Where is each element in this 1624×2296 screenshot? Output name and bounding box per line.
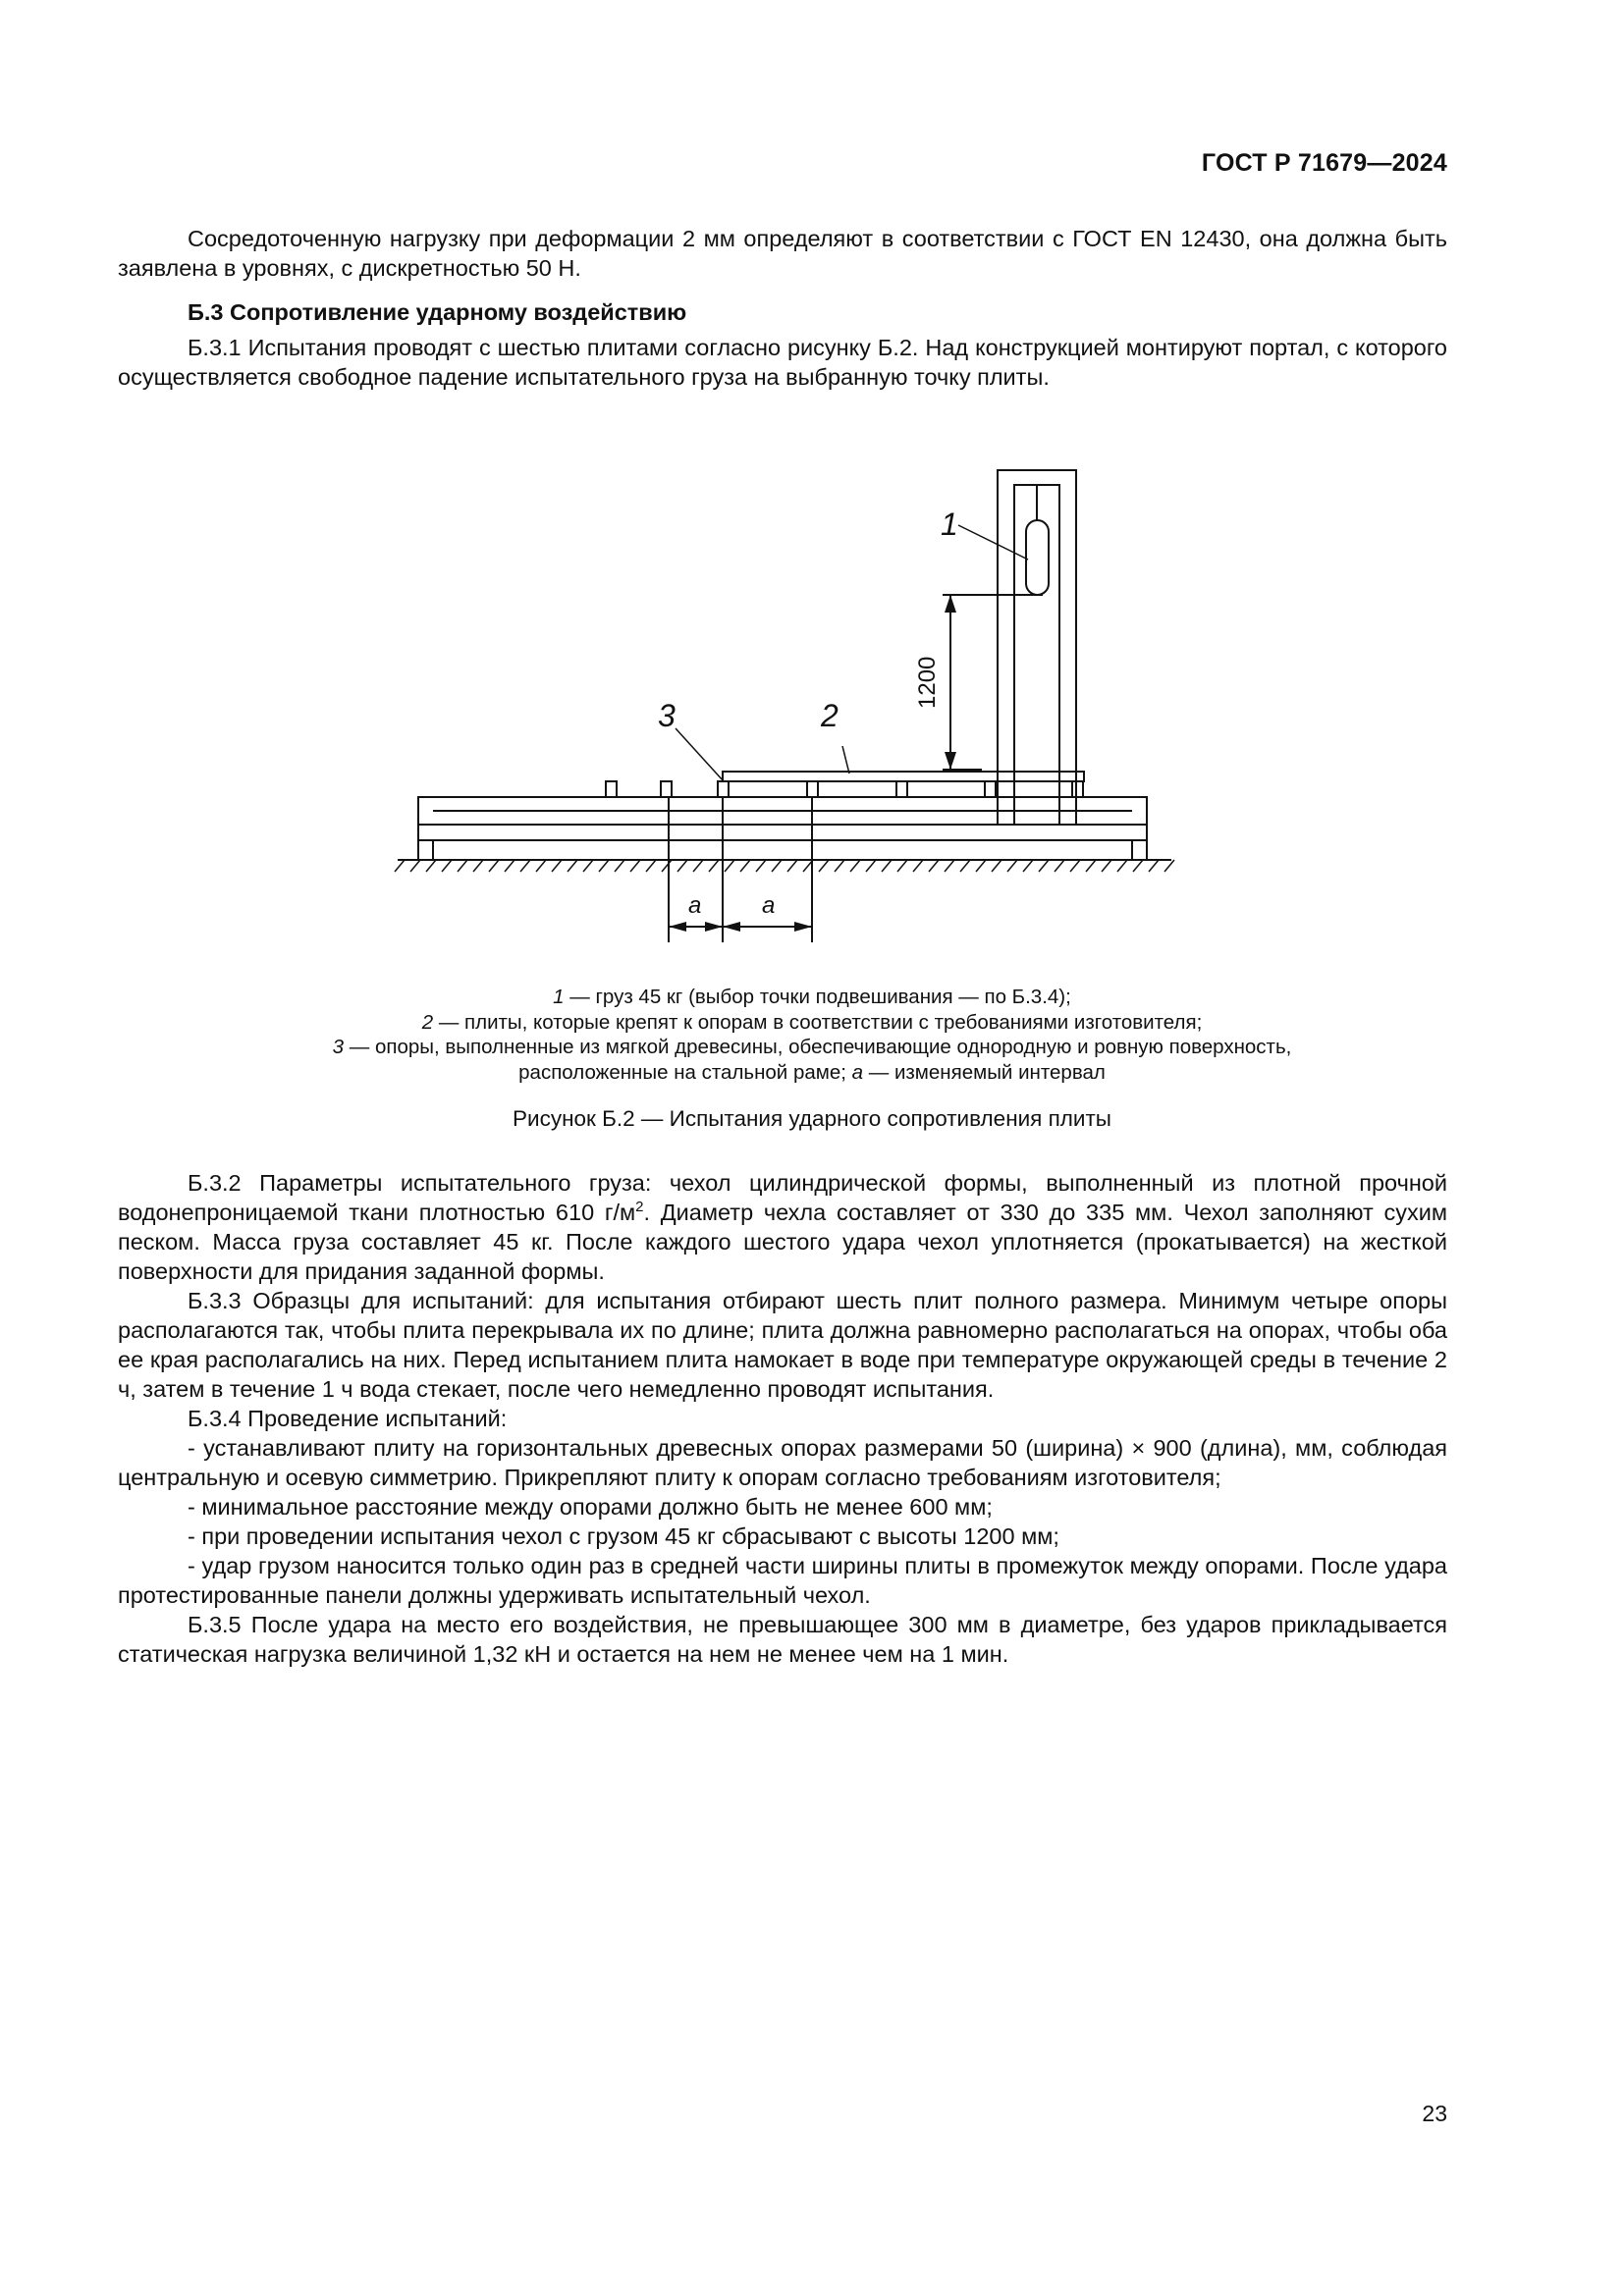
figure-caption: Рисунок Б.2 — Испытания ударного сопротивления плиты <box>513 1106 1111 1131</box>
paragraph-b33: Б.3.3 Образцы для испытаний: для испытания отбирают шесть плит полного размера. Минимум четыре опоры располагаются так, чтобы плита перекрывала их по длине; плита должна равномерно располагаться на опорах, чтобы оба ее края располагались на них. Перед испытанием плита намокает в воде при температуре окружающей среды в течение 2 ч, затем в течение 1 ч вода стекает, после чего немедленно проводят испытания. <box>118 1288 1447 1402</box>
document-header: ГОСТ Р 71679—2024 <box>1201 149 1447 177</box>
paragraph-b34: Б.3.4 Проведение испытаний: <box>188 1406 508 1431</box>
list-item-3: - при проведении испытания чехол с грузом 45 кг сбрасывают с высоты 1200 мм; <box>188 1523 1059 1549</box>
intro-paragraph: Сосредоточенную нагрузку при деформации 2 мм определяют в соответствии с ГОСТ EN 12430, она должна быть заявлена в уровнях, с дискретностью 50 Н. <box>118 226 1447 281</box>
test-plate <box>723 772 1084 781</box>
interval-label-1: a <box>688 892 702 919</box>
wood-support-2 <box>661 781 672 797</box>
wood-support-7 <box>1072 781 1083 797</box>
list-item-1: - устанавливают плиту на горизонтальных древесных опорах размерами 50 (ширина) × 900 (длина), мм, соблюдая центральную и осевую симметрию. Прикрепляют плиту к опорам согласно требованиям изготовителя; <box>118 1435 1447 1490</box>
label-1: 1 <box>941 507 958 542</box>
label-2: 2 <box>821 698 839 733</box>
figure-impact-test <box>393 461 1178 952</box>
portal-frame-inner <box>1014 485 1059 825</box>
legend-item-2: 2 — плиты, которые крепят к опорам в соответствии с требованиями изготовителя; <box>421 1010 1203 1034</box>
paragraph-b35: Б.3.5 После удара на место его воздействия, не превышающее 300 мм в диаметре, без ударов прикладывается статическая нагрузка величиной 1,32 кН и остается на нем не менее чем на 1 мин. <box>118 1612 1447 1667</box>
wood-support-6 <box>985 781 996 797</box>
paragraph-b32: Б.3.2 Параметры испытательного груза: чехол цилиндрической формы, выполненный из плотной прочной водонепроницаемой ткани плотностью 610 $г/м^2$. Диаметр чехла составляет от 330 до 335 мм. Чехол заполняют сухим песком. Масса груза составляет 45 кг. После каждого шестого удара чехол уплотняется (прокатывается) на жесткой поверхности для придания заданной формы. <box>118 1170 1447 1284</box>
legend-item-3-cont: расположенные на стальной раме; a — изменяемый интервал <box>518 1060 1106 1084</box>
body-block <box>118 1168 1447 1669</box>
legend-item-3: 3 — опоры, выполненные из мягкой древесины, обеспечивающие однородную и ровную поверхность, <box>332 1036 1292 1058</box>
list-item-2: - минимальное расстояние между опорами должно быть не менее 600 мм; <box>188 1494 993 1520</box>
legend-item-1: 1 — груз 45 кг (выбор точки подвешивания — по Б.3.4); <box>553 986 1071 1008</box>
steel-frame-lower <box>418 825 1147 840</box>
interval-label-2: a <box>762 892 776 919</box>
wood-support-5 <box>896 781 907 797</box>
page-number: 23 <box>1422 2101 1447 2126</box>
intro-block <box>118 224 1447 392</box>
paragraph-b31: Б.3.1 Испытания проводят с шестью плитами согласно рисунку Б.2. Над конструкцией монтируют портал, с которого осуществляется свободное падение испытательного груза на выбранную точку плиты. <box>118 335 1447 390</box>
wood-support-3 <box>718 781 729 797</box>
figure-legend <box>0 985 1624 1085</box>
label-3: 3 <box>658 698 676 733</box>
section-title: Б.3 Сопротивление ударному воздействию <box>188 299 687 325</box>
dimension-label: 1200 <box>914 656 941 709</box>
wood-support-1 <box>606 781 617 797</box>
ground-hatching <box>395 860 1174 872</box>
wood-support-4 <box>807 781 818 797</box>
list-item-4: - удар грузом наносится только один раз в средней части ширины плиты в промежуток между опорами. После удара протестированные панели должны удерживать испытательный чехол. <box>118 1553 1447 1608</box>
frame-foot-left <box>418 840 433 860</box>
test-weight <box>1026 520 1049 595</box>
frame-foot-right <box>1132 840 1147 860</box>
